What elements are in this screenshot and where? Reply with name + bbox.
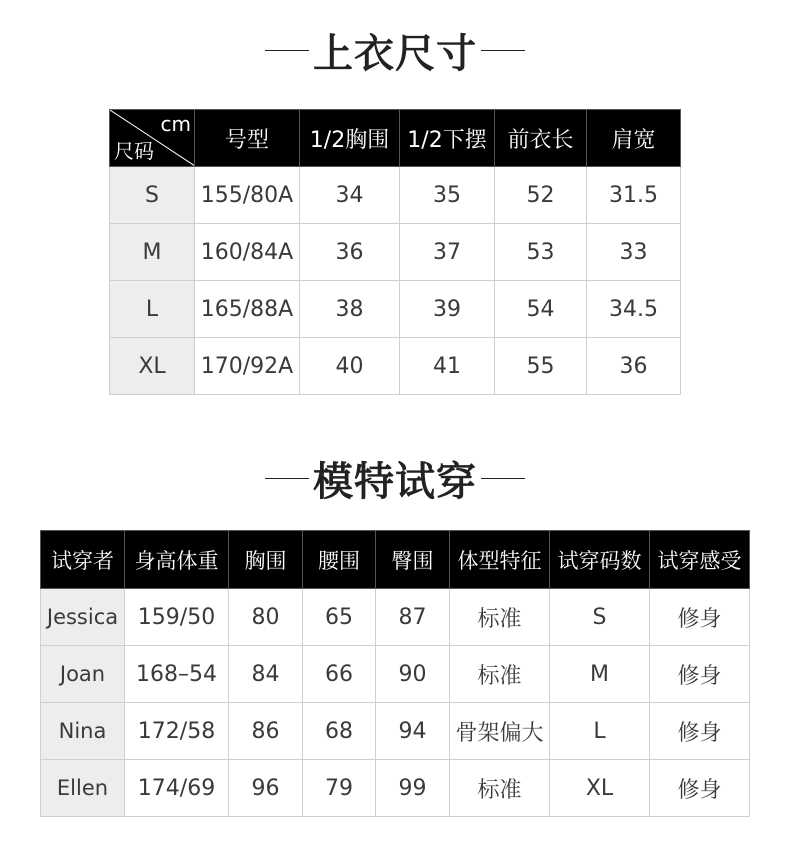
table-cell: 39 (400, 281, 495, 338)
heading-rule-left (265, 50, 309, 51)
model-table-header: 臀围 (376, 531, 450, 589)
table-row (41, 703, 750, 760)
size-section-title: 上衣尺寸 (313, 30, 477, 77)
table-cell: 174/69 (125, 760, 229, 817)
table-cell: 65 (303, 589, 376, 646)
table-cell: 31.5 (587, 167, 681, 224)
table-cell: XL (550, 760, 650, 817)
size-table-corner-header (110, 110, 195, 167)
table-cell: 35 (400, 167, 495, 224)
table-cell: L (550, 703, 650, 760)
size-table (109, 109, 681, 395)
table-cell: 修身 (650, 760, 750, 817)
model-name-cell: Nina (41, 703, 125, 760)
model-name-cell: Ellen (41, 760, 125, 817)
table-cell: 修身 (650, 646, 750, 703)
table-cell: 34 (300, 167, 400, 224)
model-table-header: 试穿感受 (650, 531, 750, 589)
model-table-header: 试穿者 (41, 531, 125, 589)
model-table-header: 身高体重 (125, 531, 229, 589)
model-section-title: 模特试穿 (313, 458, 477, 505)
size-cell: S (110, 167, 195, 224)
table-cell: 36 (587, 338, 681, 395)
table-cell: 155/80A (195, 167, 300, 224)
table-cell: 66 (303, 646, 376, 703)
size-cell: XL (110, 338, 195, 395)
table-cell: 84 (229, 646, 303, 703)
table-cell: 86 (229, 703, 303, 760)
size-cell: M (110, 224, 195, 281)
corner-label: 尺码 (114, 139, 154, 163)
model-table-header-row (41, 531, 750, 589)
table-cell: 165/88A (195, 281, 300, 338)
heading-rule-right (481, 478, 525, 479)
table-cell: 80 (229, 589, 303, 646)
table-cell: M (550, 646, 650, 703)
table-cell: 94 (376, 703, 450, 760)
table-cell: 36 (300, 224, 400, 281)
table-cell: 骨架偏大 (450, 703, 550, 760)
table-cell: 37 (400, 224, 495, 281)
table-cell: 99 (376, 760, 450, 817)
table-cell: 标准 (450, 589, 550, 646)
table-row (110, 281, 681, 338)
size-section-heading (0, 24, 790, 76)
table-cell: 修身 (650, 703, 750, 760)
table-cell: 40 (300, 338, 400, 395)
table-row (110, 167, 681, 224)
table-cell: 90 (376, 646, 450, 703)
table-cell: 52 (495, 167, 587, 224)
model-table-header: 腰围 (303, 531, 376, 589)
table-cell: 33 (587, 224, 681, 281)
table-cell: 标准 (450, 760, 550, 817)
table-cell: 87 (376, 589, 450, 646)
size-table-header: 1/2胸围 (300, 110, 400, 167)
model-table-header: 胸围 (229, 531, 303, 589)
model-section-heading (0, 452, 790, 504)
model-table-header: 试穿码数 (550, 531, 650, 589)
model-table-header: 体型特征 (450, 531, 550, 589)
table-cell: 53 (495, 224, 587, 281)
model-name-cell: Jessica (41, 589, 125, 646)
size-table-header: 号型 (195, 110, 300, 167)
table-cell: 159/50 (125, 589, 229, 646)
table-cell: S (550, 589, 650, 646)
table-cell: 172/58 (125, 703, 229, 760)
size-table-header: 前衣长 (495, 110, 587, 167)
table-cell: 79 (303, 760, 376, 817)
model-fit-table (40, 530, 750, 817)
table-cell: 168–54 (125, 646, 229, 703)
table-cell: 标准 (450, 646, 550, 703)
model-name-cell: Joan (41, 646, 125, 703)
table-cell: 34.5 (587, 281, 681, 338)
table-row (110, 338, 681, 395)
table-row (110, 224, 681, 281)
heading-rule-left (265, 478, 309, 479)
table-cell: 160/84A (195, 224, 300, 281)
size-table-header: 肩宽 (587, 110, 681, 167)
table-row (41, 646, 750, 703)
table-cell: 55 (495, 338, 587, 395)
table-cell: 170/92A (195, 338, 300, 395)
size-table-header: 1/2下摆 (400, 110, 495, 167)
size-cell: L (110, 281, 195, 338)
table-cell: 96 (229, 760, 303, 817)
table-cell: 修身 (650, 589, 750, 646)
table-row (41, 589, 750, 646)
table-cell: 68 (303, 703, 376, 760)
size-table-header-row (110, 110, 681, 167)
table-row (41, 760, 750, 817)
table-cell: 41 (400, 338, 495, 395)
corner-unit: cm (160, 112, 191, 136)
heading-rule-right (481, 50, 525, 51)
table-cell: 54 (495, 281, 587, 338)
table-cell: 38 (300, 281, 400, 338)
